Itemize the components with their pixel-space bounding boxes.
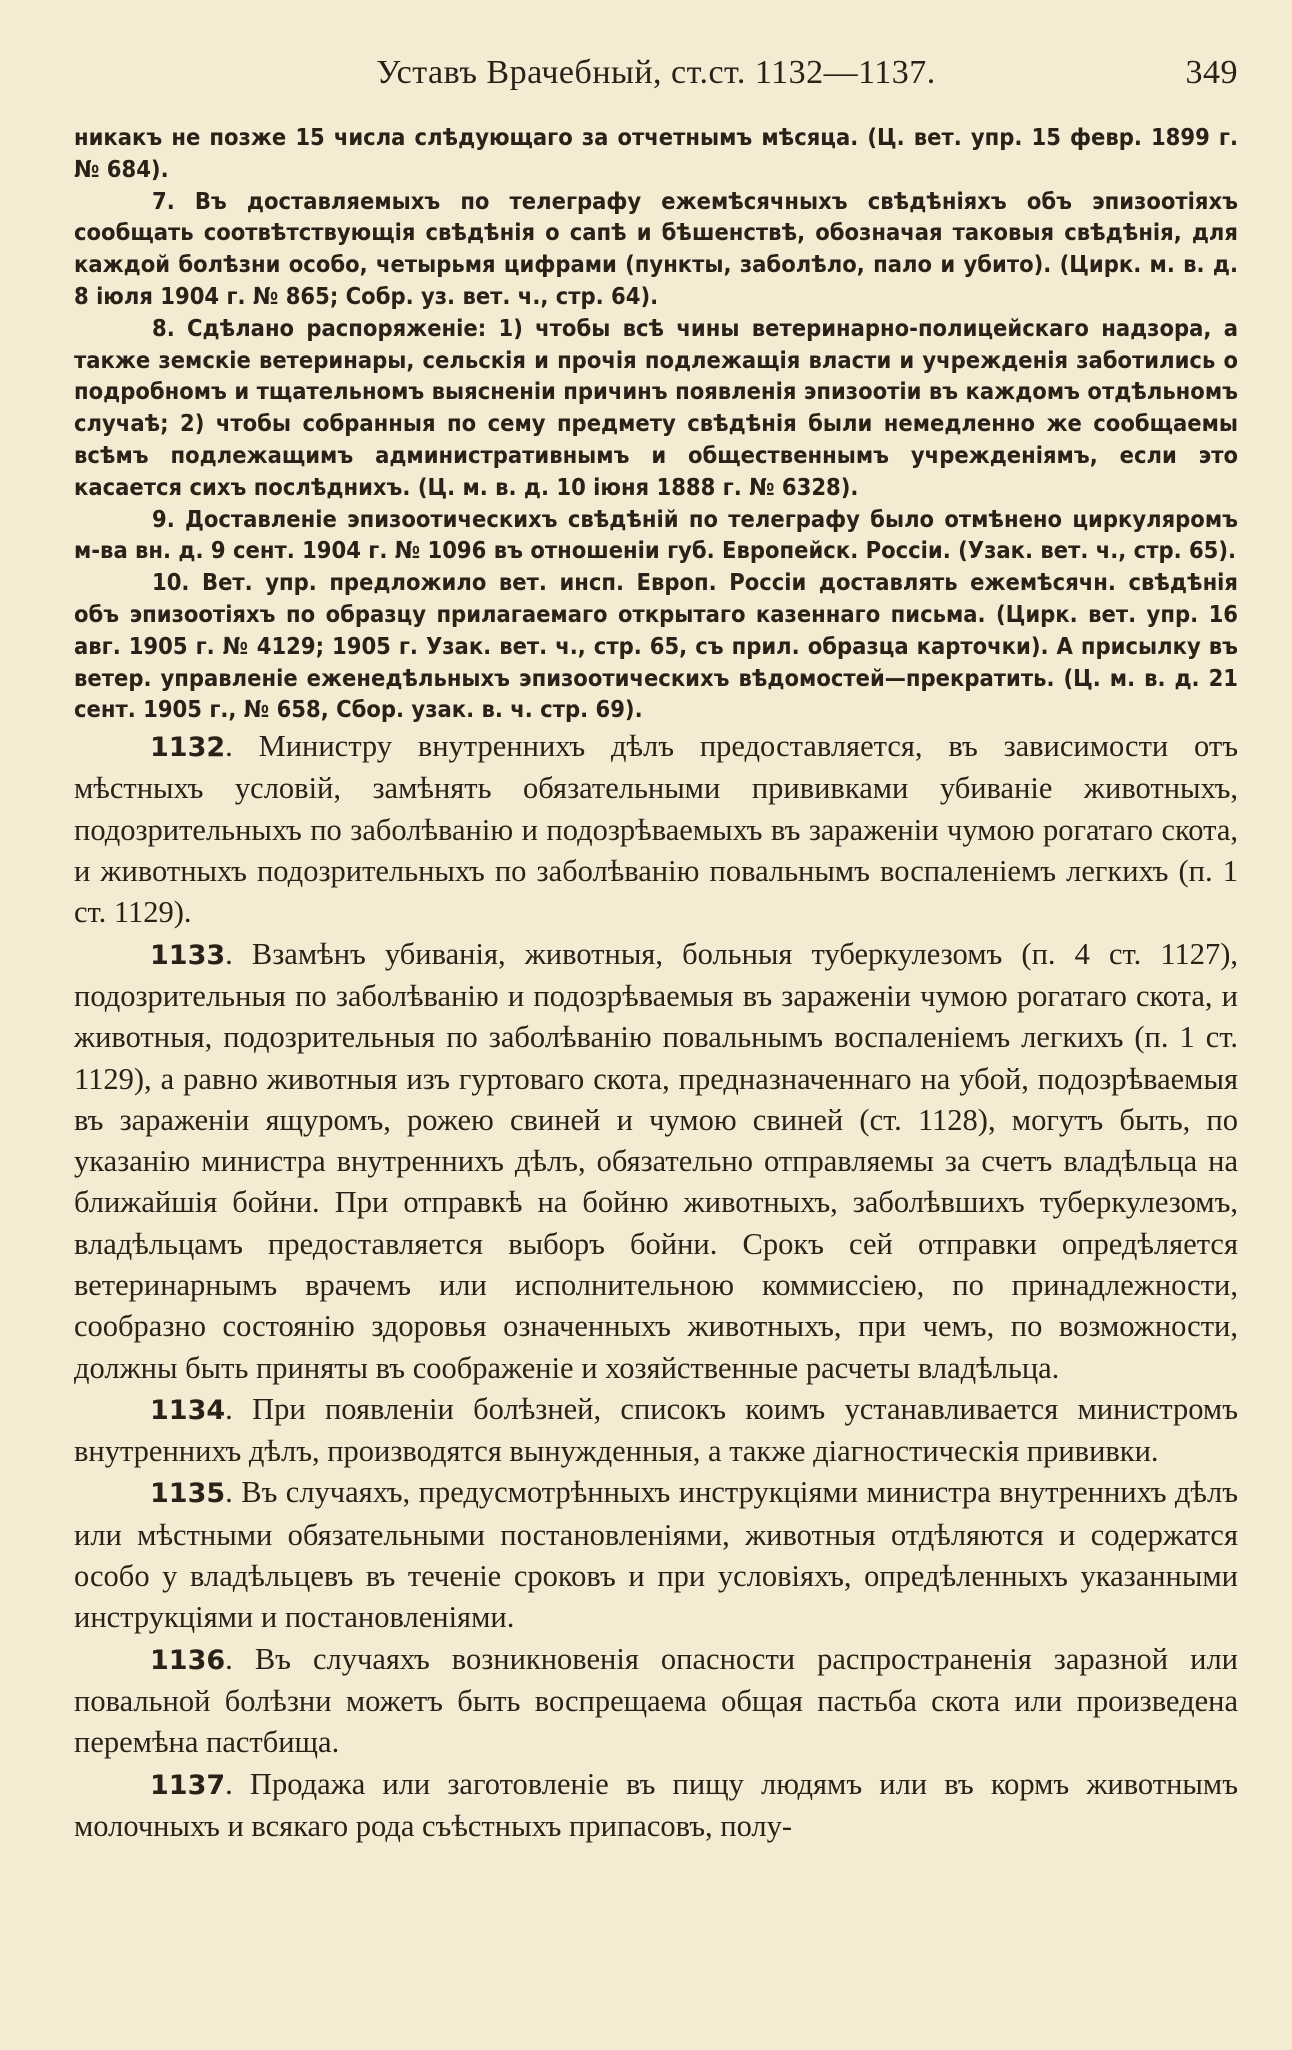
article-number: 1133 [150,939,226,971]
note-paragraph: 8. Сдѣлано распоряженіе: 1) чтобы всѣ чины ветеринарно-полицейскаго надзора, а также земскіе ветеринары, сельскія и прочія подлежащія власти и учрежденія заботились о подробномъ и тщательномъ выясненіи причинъ появленія эпизоотіи въ каждомъ отдѣльномъ случаѣ; 2) чтобы собранныя по сему предмету свѣдѣнія были немедленно же сообщаемы всѣмъ подлежащимъ административнымъ и общественнымъ учрежденіямъ, если это касается сихъ послѣднихъ. (Ц. м. в. д. 10 іюня 1888 г. № 6328). [74,313,1238,501]
article-1135 [74,1472,1238,1638]
running-title: Уставъ Врачебный, ст.ст. 1132—1137. [376,54,936,91]
note-paragraph: 7. Въ доставляемыхъ по телеграфу ежемѣсячныхъ свѣдѣніяхъ объ эпизоотіяхъ сообщать соотвѣтствующія свѣдѣнія о сапѣ и бѣшенствѣ, обозначая таковыя свѣдѣнія, для каждой болѣзни особо, четырьмя цифрами (пункты, заболѣло, пало и убито). (Цирк. м. в. д. 8 іюля 1904 г. № 865; Собр. уз. вет. ч., стр. 64). [74,186,1238,310]
note-paragraph: никакъ не позже 15 числа слѣдующаго за отчетнымъ мѣсяца. (Ц. вет. упр. 15 февр. 1899 г. № 684). [74,123,1238,183]
article-1136 [74,1639,1238,1764]
article-text: . Министру внутреннихъ дѣлъ предоставляется, въ зависимости отъ мѣстныхъ условій, замѣнять обязательными прививками убиваніе животныхъ, подозрительныхъ по заболѣванію и подозрѣваемыхъ въ зараженіи чумою рогатаго скота, и животныхъ подозрительныхъ по заболѣванію повальнымъ воспаленіемъ легкихъ (п. 1 ст. 1129). [74,729,1238,930]
article-number: 1137 [150,1769,226,1801]
article-text: . Въ случаяхъ, предусмотрѣнныхъ инструкціями министра внутреннихъ дѣлъ или мѣстными обязательными постановленіями, животныя отдѣляются и содержатся особо у владѣльцевъ въ теченіе сроковъ и при условіяхъ, опредѣленныхъ указанными инструкціями и постановленіями. [74,1475,1238,1635]
note-paragraph: 9. Доставленіе эпизоотическихъ свѣдѣній по телеграфу было отмѣнено циркуляромъ м-ва вн. д. 9 сент. 1904 г. № 1096 въ отношеніи губ. Европейск. Россіи. (Узак. вет. ч., стр. 65). [74,504,1238,565]
article-1132 [74,726,1238,933]
article-text: . Въ случаяхъ возникновенія опасности распространенія заразной или повальной болѣзни можетъ быть воспрещаема общая пастьба скота или произведена перемѣна пастбища. [74,1641,1238,1760]
article-number: 1136 [150,1644,226,1676]
article-number: 1132 [150,732,226,764]
article-number: 1135 [150,1478,226,1510]
notes-section [74,122,1238,726]
articles-section [74,726,1238,1847]
article-text: . Продажа или заготовленіе въ пищу людямъ или въ кормъ животнымъ молочныхъ и всякаго рода съѣстныхъ припасовъ, полу- [74,1766,1238,1843]
article-text: . При появленіи болѣзней, списокъ коимъ устанавливается министромъ внутреннихъ дѣлъ, производятся вынужденныя, а также діагностическія прививки. [74,1391,1238,1469]
article-number: 1134 [150,1394,226,1426]
article-text: . Взамѣнъ убиванія, животныя, больныя туберкулезомъ (п. 4 ст. 1127), подозрительныя по заболѣванію и подозрѣваемыя въ зараженіи чумою рогатаго скота, и животныя, подозрительныя по заболѣванію повальнымъ воспаленіемъ легкихъ (п. 1 ст. 1129), а равно животныя изъ гуртоваго скота, предназначеннаго на убой, подозрѣваемыя въ зараженіи ящуромъ, рожею свиней и чумою свиней (ст. 1128), могутъ быть, по указанію министра внутреннихъ дѣлъ, обязательно отправляемы за счетъ владѣльца на ближайшія бойни. При отправкѣ на бойню животныхъ, заболѣвшихъ туберкулезомъ, владѣльцамъ предоставляется выборъ бойни. Срокъ сей отправки опредѣляется ветеринарнымъ врачемъ или исполнительною коммиссіею, по принадлежности, сообразно состоянію здоровья означенныхъ животныхъ, при чемъ, по возможности, должны быть приняты въ соображеніе и хозяйственные расчеты владѣльца. [74,936,1238,1385]
note-paragraph: 10. Вет. упр. предложило вет. инсп. Европ. Россіи доставлять ежемѣсячн. свѣдѣнія объ эпизоотіяхъ по образцу прилагаемаго открытаго казеннаго письма. (Цирк. вет. упр. 16 авг. 1905 г. № 4129; 1905 г. Узак. вет. ч., стр. 65, съ прил. образца карточки). А присылку въ ветер. управленіе еженедѣльныхъ эпизоотическихъ вѣдомостей—прекратить. (Ц. м. в. д. 21 сент. 1905 г., № 658, Сбор. узак. в. ч. стр. 69). [74,568,1238,724]
page-number: 349 [1185,54,1238,91]
article-1133 [74,934,1238,1389]
book-page [74,44,1238,2034]
article-1137 [74,1764,1238,1848]
article-1134 [74,1389,1238,1473]
running-header [74,44,1238,114]
